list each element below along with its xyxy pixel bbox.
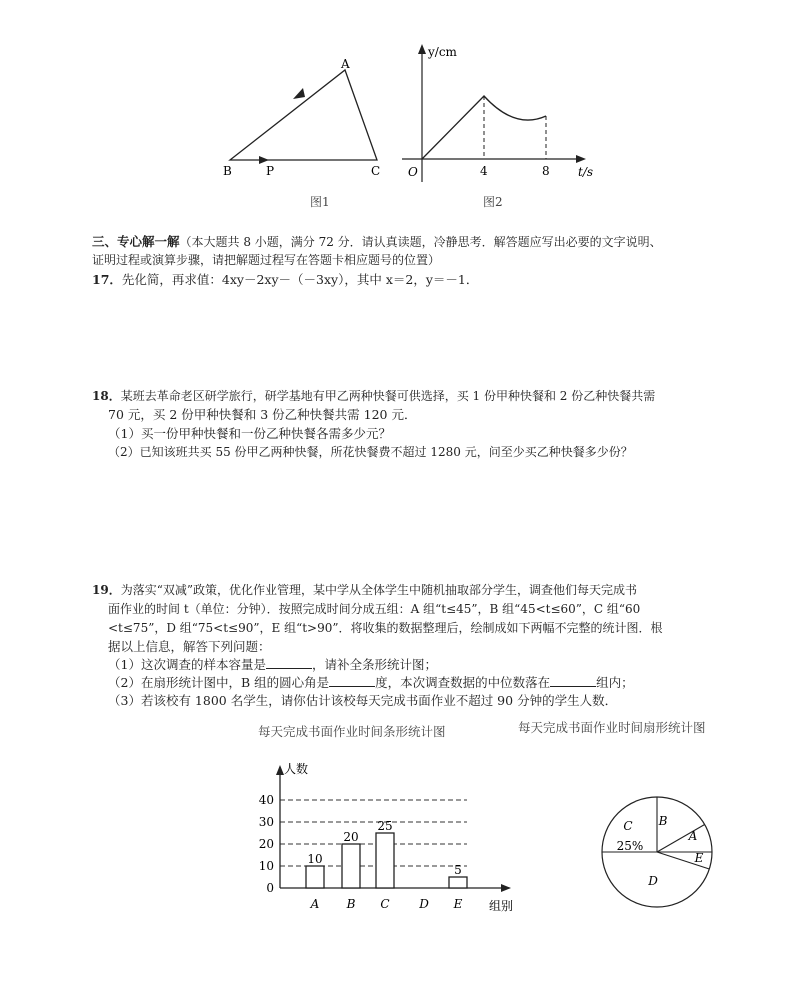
point-p-label: P [266,164,275,178]
bar-C [376,833,394,888]
question-19-sub3: （3）若该校有 1800 名学生，请你估计该校每天完成书面作业不超过 90 分钟的学生人数． [108,693,618,708]
question-18-number: 18． [92,389,121,403]
question-19-line4: 据以上信息，解答下列问题： [108,639,271,654]
section-3-intro-2: 证明过程或演算步骤，请把解题过程写在答题卡相应题号的位置） [92,253,441,267]
y-tick-label: 40 [258,793,274,807]
q19-sub1-text-a: （1）这次调查的样本容量是 [108,657,266,672]
bar-A [306,866,324,888]
figure-2-graph [400,42,600,187]
question-17-text: 先化简，再求值：4xy－2xy－（－3xy），其中 x＝2，y＝－1． [121,272,479,287]
bar-label-C: 25 [377,819,393,833]
question-18-sub2: （2）已知该班共买 55 份甲乙两种快餐，所花快餐费不超过 1280 元，问至少买乙种快餐多少份？ [108,445,633,459]
bar-B [342,844,360,888]
question-17 [92,271,478,289]
origin-label: O [408,165,418,179]
y-axis-label: 人数 [284,762,309,776]
question-18-sub1: （1）买一份甲种快餐和一份乙种快餐各需多少元？ [108,426,391,441]
x-axis-arrow [501,884,511,892]
y-tick-label: 0 [266,881,274,895]
y-axis-label: y/cm [428,45,457,59]
pie-chart [595,790,725,920]
answer-blank-median-group[interactable] [550,674,596,687]
figure-1-triangle [215,55,395,185]
bar-E [449,877,467,888]
pie-label-D: D [648,874,658,888]
y-tick-label: 20 [258,837,274,851]
question-19-number: 19． [92,583,121,597]
bar-chart-title: 每天完成书面作业时间条形统计图 [258,724,446,739]
q19-sub2-text-b: 度，本次调查数据的中位数落在 [375,675,551,690]
pie-label-C: C [623,819,633,833]
triangle-abc [230,70,377,160]
question-19-sub2 [108,674,634,692]
section-3-line1 [92,233,662,251]
x-tick-E: E [453,897,463,911]
q19-sub2-text-a: （2）在扇形统计图中，B 组的圆心角是 [108,675,330,690]
q19-sub1-text-b: ，请补全条形统计图； [311,657,437,672]
arrow-on-bc [259,156,269,164]
vertex-a-label: A [341,57,350,71]
y-axis-arrow [276,765,284,775]
section-3-heading: 三、专心解一解 [92,234,180,249]
question-19-line3: <t≤75”，D 组“75<t≤90”，E 组“t>90”．将收集的数据整理后，绘制成如下两幅不完整的统计图．根 [108,621,663,635]
question-18-line2: 70 元，买 2 份甲种快餐和 3 份乙种快餐共需 120 元． [108,407,417,422]
x-axis-label: 组别 [489,899,514,913]
y-tick-label: 10 [258,859,274,873]
question-19-text-1: 为落实“双减”政策，优化作业管理，某中学从全体学生中随机抽取部分学生，调查他们每天完成书 [120,583,637,597]
pie-label-E: E [694,851,704,865]
bar-chart [255,755,525,915]
x-axis-arrow [576,155,586,163]
x-axis-label: t/s [578,165,594,179]
figure-2-caption: 图2 [483,195,503,209]
answer-blank-angle[interactable] [329,674,375,687]
pie-label-B: B [658,814,668,828]
tick-4-label: 4 [480,164,488,178]
y-tick-label: 30 [258,815,274,829]
pie-label-A: A [688,829,698,843]
y-axis-arrow [418,44,426,54]
x-tick-B: B [346,897,356,911]
q19-sub2-text-c: 组内； [596,675,634,690]
x-tick-A: A [310,897,320,911]
answer-blank-sample-size[interactable] [266,656,312,669]
x-tick-D: D [419,897,429,911]
x-tick-C: C [380,897,390,911]
question-19-sub1 [108,656,437,674]
question-18-line1 [92,387,655,405]
bar-label-E: 5 [454,863,462,877]
vertex-b-label: B [223,164,232,178]
vertex-c-label: C [371,164,381,178]
question-17-number: 17． [92,272,122,287]
tick-8-label: 8 [542,164,550,178]
figure-1-caption: 图1 [310,195,330,209]
arrow-on-ab [293,88,305,99]
pie-chart-title: 每天完成书面作业时间扇形统计图 [518,720,706,735]
question-18-text-1: 某班去革命老区研学旅行，研学基地有甲乙两种快餐可供选择，买 1 份甲种快餐和 2 份乙种快餐共需 [120,389,656,403]
question-19-line1 [92,581,637,599]
pie-percent-c: 25% [616,839,644,853]
question-19-line2: 面作业的时间 t（单位：分钟）．按照完成时间分成五组：A 组“t≤45”，B 组“45<t≤60”，C 组“60 [108,602,641,616]
section-3-intro-1: （本大题共 8 小题，满分 72 分．请认真读题，冷静思考．解答题应写出必要的文字说明、 [179,235,662,249]
bar-label-B: 20 [343,830,359,844]
bar-label-A: 10 [307,852,323,866]
